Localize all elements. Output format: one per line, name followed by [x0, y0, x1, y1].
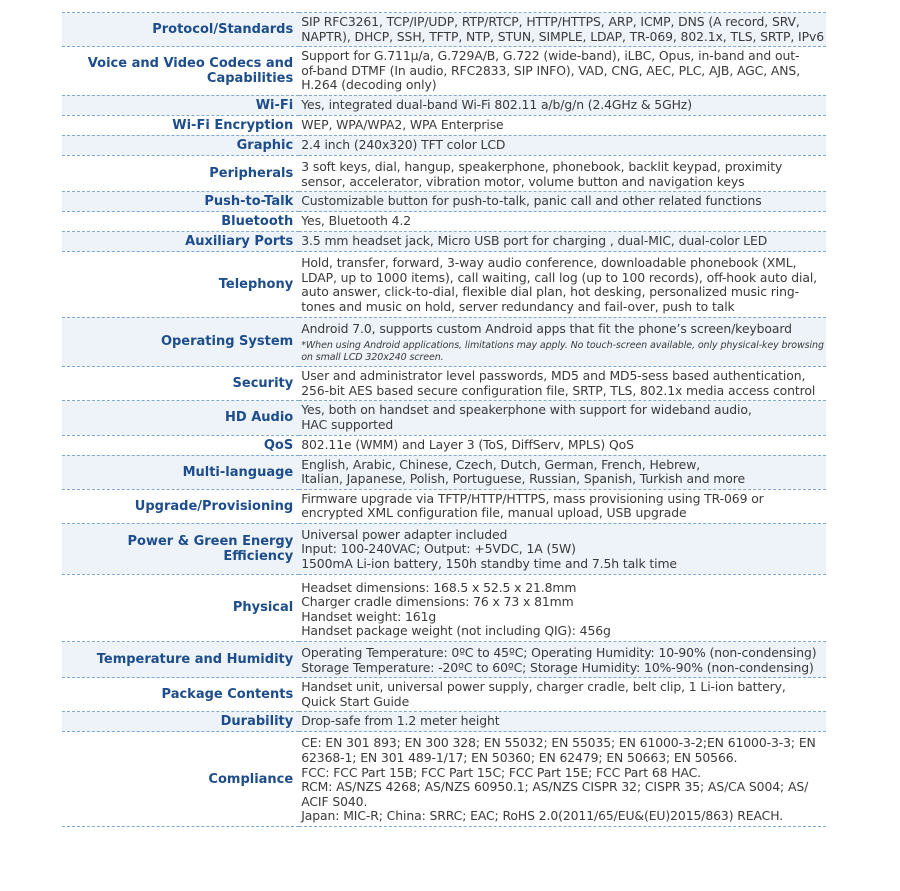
spec-value-line: Handset package weight (not including QIG): 456g	[301, 623, 611, 639]
spec-row	[62, 401, 826, 435]
spec-value-line: Android 7.0, supports custom Android apps that fit the phone’s screen/keyboard	[301, 320, 792, 336]
spec-label: Bluetooth	[62, 212, 299, 232]
spec-label: Compliance	[62, 732, 299, 827]
spec-row	[62, 115, 826, 135]
spec-label: Multi-language	[62, 455, 299, 489]
spec-value-line: 3 soft keys, dial, hangup, speakerphone, phonebook, backlit keypad, proximity	[301, 158, 783, 174]
spec-value	[299, 367, 826, 401]
spec-label: Protocol/Standards	[62, 13, 299, 47]
spec-row	[62, 435, 826, 455]
spec-label: Wi-Fi Encryption	[62, 115, 299, 135]
spec-value-line: Yes, Bluetooth 4.2	[301, 213, 412, 229]
spec-footnote	[301, 340, 824, 364]
spec-label: Physical	[62, 574, 299, 641]
spec-value-line: 256-bit AES based secure configuration file, SRTP, TLS, 802.1x media access control	[301, 382, 816, 398]
spec-row	[62, 252, 826, 317]
spec-label: Package Contents	[62, 678, 299, 712]
spec-value-line: LDAP, up to 1000 items), call waiting, call log (up to 100 records), off-hook auto dial,	[301, 269, 818, 285]
spec-value-line: Quick Start Guide	[301, 693, 410, 709]
spec-table-body	[62, 13, 826, 827]
spec-value-line: 62368-1; EN 301 489-1/17; EN 50360; EN 62479; EN 50663; EN 50566.	[301, 750, 738, 765]
spec-value-line: ACIF S040.	[301, 793, 368, 809]
spec-row	[62, 135, 826, 155]
spec-value-line: SIP RFC3261, TCP/IP/UDP, RTP/RTCP, HTTP/HTTPS, ARP, ICMP, DNS (A record, SRV,	[301, 14, 800, 29]
spec-label: Push-to-Talk	[62, 192, 299, 212]
spec-row	[62, 642, 826, 678]
spec-value-line: auto answer, click-to-dial, flexible dial plan, hot desking, personalized music ring-	[301, 284, 800, 300]
spec-row	[62, 155, 826, 191]
spec-value	[299, 155, 826, 191]
spec-row	[62, 489, 826, 523]
spec-row	[62, 712, 826, 732]
spec-row	[62, 47, 826, 96]
spec-value-line: encrypted XML configuration file, manual upload, USB upgrade	[301, 505, 687, 521]
spec-value	[299, 712, 826, 732]
spec-row	[62, 732, 826, 827]
spec-label: HD Audio	[62, 401, 299, 435]
spec-value-line: Operating Temperature: 0ºC to 45ºC; Operating Humidity: 10-90% (non-condensing)	[301, 645, 817, 661]
spec-label: Voice and Video Codecs and Capabilities	[62, 47, 299, 96]
spec-row	[62, 13, 826, 47]
spec-value-line: Firmware upgrade via TFTP/HTTP/HTTPS, mass provisioning using TR-069 or	[301, 490, 764, 506]
spec-value-line: 802.11e (WMM) and Layer 3 (ToS, DiffServ, MPLS) QoS	[301, 436, 634, 452]
spec-value-line: CE: EN 301 893; EN 300 328; EN 55032; EN 55035; EN 61000-3-2;EN 61000-3-3; EN	[301, 735, 816, 751]
spec-row	[62, 574, 826, 641]
spec-value-line: Japan: MIC-R; China: SRRC; EAC; RoHS 2.0(2011/65/EU&(EU)2015/863) REACH.	[301, 808, 784, 824]
spec-value-line: RCM: AS/NZS 4268; AS/NZS 60950.1; AS/NZS CISPR 32; CISPR 35; AS/CA S004; AS/	[301, 779, 809, 795]
spec-row	[62, 455, 826, 489]
spec-label: Wi-Fi	[62, 95, 299, 115]
spec-label: Auxiliary Ports	[62, 232, 299, 252]
spec-value	[299, 47, 826, 96]
spec-label: Operating System	[62, 317, 299, 367]
spec-value	[299, 13, 826, 47]
spec-value-line: Universal power adapter included	[301, 526, 508, 542]
spec-value-line: Charger cradle dimensions: 76 x 73 x 81mm	[301, 594, 574, 610]
spec-value-line: Italian, Japanese, Polish, Portuguese, Russian, Spanish, Turkish and more	[301, 471, 745, 487]
spec-footnote-line: *When using Android applications, limitations may apply. No touch-screen available, only physical-key browsing	[301, 340, 824, 352]
spec-label: Telephony	[62, 252, 299, 317]
spec-value-line: Headset dimensions: 168.5 x 52.5 x 21.8mm	[301, 579, 577, 595]
spec-row	[62, 232, 826, 252]
spec-value-line: Handset weight: 161g	[301, 608, 437, 624]
spec-value-line: Storage Temperature: -20ºC to 60ºC; Storage Humidity: 10%-90% (non-condensing)	[301, 659, 814, 675]
spec-value	[299, 435, 826, 455]
spec-label: Peripherals	[62, 155, 299, 191]
spec-label: Durability	[62, 712, 299, 732]
spec-label: Graphic	[62, 135, 299, 155]
spec-value	[299, 317, 826, 367]
spec-value-line: WEP, WPA/WPA2, WPA Enterprise	[301, 116, 504, 132]
spec-value-line: Yes, integrated dual-band Wi-Fi 802.11 a/b/g/n (2.4GHz & 5GHz)	[301, 96, 692, 112]
spec-value-line: H.264 (decoding only)	[301, 77, 437, 93]
spec-value-line: Support for G.711µ/a, G.729A/B, G.722 (wide-band), iLBC, Opus, in-band and out-	[301, 48, 800, 64]
spec-row	[62, 192, 826, 212]
spec-label: QoS	[62, 435, 299, 455]
spec-row	[62, 367, 826, 401]
spec-value	[299, 489, 826, 523]
spec-value	[299, 135, 826, 155]
spec-value-line: tones and music on hold, server redundancy and fail-over, push to talk	[301, 298, 735, 314]
spec-table	[62, 12, 826, 827]
spec-row	[62, 212, 826, 232]
spec-value-line: FCC: FCC Part 15B; FCC Part 15C; FCC Part 15E; FCC Part 68 HAC.	[301, 764, 702, 780]
spec-value-line: Customizable button for push-to-talk, panic call and other related functions	[301, 193, 762, 209]
spec-value-line: User and administrator level passwords, MD5 and MD5-sess based authentication,	[301, 368, 806, 384]
spec-value-line: English, Arabic, Chinese, Czech, Dutch, German, French, Hebrew,	[301, 456, 701, 472]
spec-footnote-line: on small LCD 320x240 screen.	[301, 352, 444, 364]
spec-value	[299, 574, 826, 641]
spec-value-line: of-band DTMF (In audio, RFC2833, SIP INFO), VAD, CNG, AEC, PLC, AJB, AGC, ANS,	[301, 62, 801, 78]
spec-value	[299, 212, 826, 232]
spec-value	[299, 732, 826, 827]
spec-label: Upgrade/Provisioning	[62, 489, 299, 523]
spec-value	[299, 232, 826, 252]
spec-row	[62, 95, 826, 115]
spec-value-line: Drop-safe from 1.2 meter height	[301, 713, 500, 729]
spec-value	[299, 252, 826, 317]
spec-value-line: HAC supported	[301, 416, 394, 432]
spec-row	[62, 317, 826, 367]
spec-value	[299, 455, 826, 489]
spec-value-line: 2.4 inch (240x320) TFT color LCD	[301, 136, 506, 152]
spec-label: Power & Green Energy Efficiency	[62, 523, 299, 574]
spec-value	[299, 192, 826, 212]
spec-value	[299, 678, 826, 712]
spec-value-line: Yes, both on handset and speakerphone with support for wideband audio,	[301, 402, 752, 418]
spec-value	[299, 523, 826, 574]
spec-row	[62, 523, 826, 574]
spec-value-line: Hold, transfer, forward, 3-way audio conference, downloadable phonebook (XML,	[301, 255, 797, 271]
spec-value	[299, 115, 826, 135]
spec-value-line: Input: 100-240VAC; Output: +5VDC, 1A (5W)	[301, 541, 576, 557]
spec-row	[62, 678, 826, 712]
spec-value-line: Handset unit, universal power supply, charger cradle, belt clip, 1 Li-ion battery,	[301, 679, 786, 695]
spec-value-line: 1500mA Li-ion battery, 150h standby time and 7.5h talk time	[301, 556, 677, 572]
spec-value-line: sensor, accelerator, vibration motor, volume button and navigation keys	[301, 173, 745, 189]
spec-label: Security	[62, 367, 299, 401]
spec-value	[299, 642, 826, 678]
spec-value	[299, 401, 826, 435]
spec-value-line: 3.5 mm headset jack, Micro USB port for charging , dual-MIC, dual-color LED	[301, 233, 768, 249]
spec-label: Temperature and Humidity	[62, 642, 299, 678]
spec-value	[299, 95, 826, 115]
spec-value-line: NAPTR), DHCP, SSH, TFTP, NTP, STUN, SIMPLE, LDAP, TR-069, 802.1x, TLS, SRTP, IPv6	[301, 28, 824, 44]
